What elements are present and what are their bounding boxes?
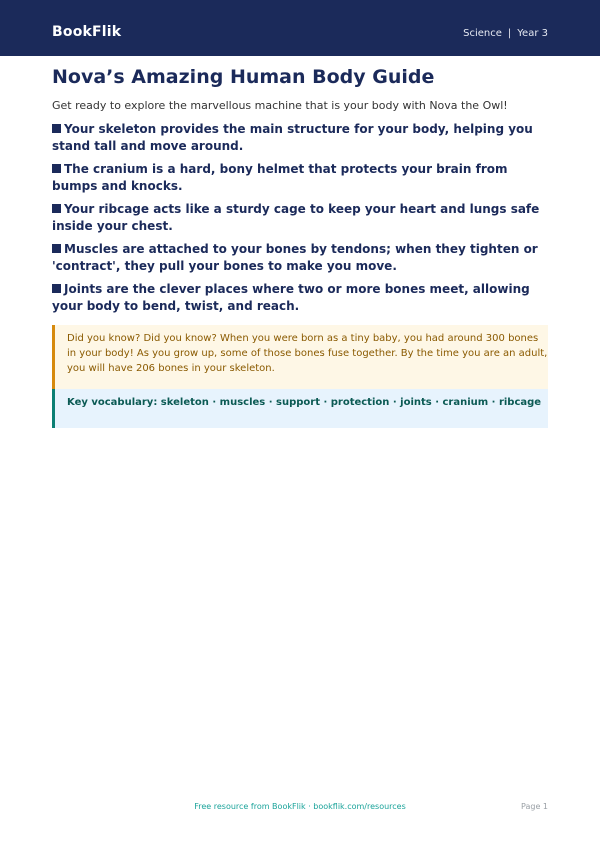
fact-item: [52, 121, 552, 155]
did-you-know-callout: [52, 325, 548, 389]
meta-separator: |: [507, 28, 512, 39]
subject-year-meta: [463, 28, 548, 39]
page-header: [0, 0, 600, 56]
fact-text: Joints are the clever places where two or more bones meet, allowing your body to bend, twist, and reach.: [52, 282, 530, 313]
key-vocabulary-box: [52, 389, 548, 428]
page-number: Page 1: [521, 802, 548, 811]
fact-text: Your ribcage acts like a sturdy cage to keep your heart and lungs safe inside your chest.: [52, 202, 540, 233]
fact-text: Your skeleton provides the main structure for your body, helping you stand tall and move around.: [52, 122, 533, 153]
square-bullet-icon: [52, 164, 61, 173]
brand-logo-text: BookFlik: [52, 24, 122, 40]
square-bullet-icon: [52, 204, 61, 213]
fact-text: The cranium is a hard, bony helmet that protects your brain from bumps and knocks.: [52, 162, 508, 193]
fact-item: [52, 161, 552, 195]
square-bullet-icon: [52, 244, 61, 253]
fact-list: [52, 121, 552, 321]
square-bullet-icon: [52, 284, 61, 293]
callout-text: Did you know? Did you know? When you were born as a tiny baby, you had around 300 bones in your body! As you grow up, some of those bones fuse together. By the time you are an adult, you will have 206 bones in your skeleton.: [67, 333, 548, 374]
square-bullet-icon: [52, 124, 61, 133]
vocabulary-text: Key vocabulary: skeleton · muscles · support · protection · joints · cranium · ribcage: [67, 397, 542, 408]
fact-item: [52, 241, 552, 275]
fact-item: [52, 201, 552, 235]
page-title: Nova’s Amazing Human Body Guide: [52, 66, 435, 88]
fact-text: Muscles are attached to your bones by tendons; when they tighten or 'contract', they pull your bones to make you move.: [52, 242, 538, 273]
intro-text: Get ready to explore the marvellous machine that is your body with Nova the Owl!: [52, 99, 508, 112]
fact-item: [52, 281, 552, 315]
subject-label: Science: [463, 28, 502, 39]
footer-resource-link[interactable]: Free resource from BookFlik · bookflik.com/resources: [194, 802, 406, 811]
year-label: Year 3: [517, 28, 548, 39]
